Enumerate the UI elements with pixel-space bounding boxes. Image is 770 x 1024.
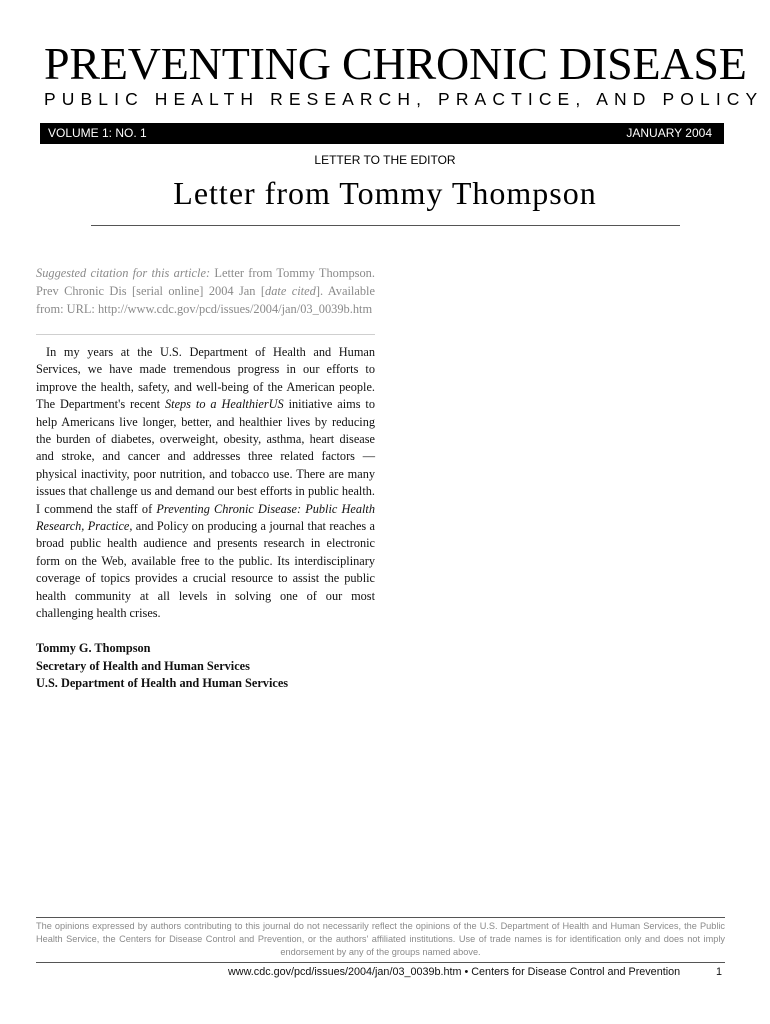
disclaimer-divider — [36, 917, 725, 918]
issue-date: JANUARY 2004 — [626, 126, 712, 140]
letter-text-1: In my years at the U.S. Department of Health and Human Services, we have made tremendous progress in our efforts to improve the health, safety, and well-being of the American people. The Department's recent — [36, 345, 375, 412]
disclaimer: The opinions expressed by authors contributing to this journal do not necessarily reflect the opinions of the U.S. Department of Health and Human Services, the Public Health Service, the Centers for Disease Control and Prevention, or the authors' affiliated institutions. Use of trade names is for identification only and does not imply endorsement by any of the groups named above. — [36, 921, 725, 957]
footer-url[interactable]: www.cdc.gov/pcd/issues/2004/jan/03_0039b.htm • Centers for Disease Control and Prevention — [228, 966, 681, 978]
footer-divider — [36, 962, 725, 963]
signatory-department: U.S. Department of Health and Human Services — [36, 676, 289, 690]
journal-title: PREVENTING CHRONIC DISEASE — [44, 38, 747, 89]
title-divider — [91, 225, 680, 226]
suggested-citation — [36, 264, 375, 318]
letter-text-3: and Policy on producing a journal that reaches a broad public health audience and presents research in electronic form on the Web, available free to the public. Its interdisciplinary coverage of topics provides a crucial resource to assist the public health community at all levels in solving one of our most challenging health crises. — [36, 519, 375, 621]
section-label: LETTER TO THE EDITOR — [314, 153, 456, 167]
letter-text-2: initiative aims to help Americans live longer, better, and healthier lives by reducing the burden of diabetes, overweight, obesity, asthma, heart disease and stroke, and cancer and addresses three related factors — physical inactivity, poor nutrition, and tobacco use. There are many issues that challenge us and demand our best efforts in public health. I commend the staff of — [36, 397, 375, 516]
signatory-title: Secretary of Health and Human Services — [36, 658, 250, 673]
citation-text: Letter from Tommy Thompson. Prev Chronic Dis [serial online] 2004 Jan [ — [36, 266, 375, 298]
page-number: 1 — [715, 966, 722, 978]
letter-initiative-name: Steps to a HealthierUS — [165, 397, 284, 412]
signature-block — [36, 640, 436, 693]
letter-body — [36, 344, 375, 623]
signatory-name: Tommy G. Thompson — [36, 641, 151, 655]
volume-bar — [40, 123, 724, 144]
citation-prefix: Suggested citation for this article: — [36, 266, 211, 280]
citation-url-text[interactable]: ]. Available from: URL: http://www.cdc.gov/pcd/issues/2004/jan/03_0039b.htm — [36, 284, 375, 316]
page-footer — [36, 965, 725, 981]
letter-journal-name: Preventing Chronic Disease: Public Health Research, Practice, — [36, 501, 375, 534]
citation-divider — [36, 334, 375, 335]
volume-number: VOLUME 1: NO. 1 — [48, 126, 147, 140]
journal-subtitle: PUBLIC HEALTH RESEARCH, PRACTICE, AND POLICY — [44, 89, 764, 109]
article-title: Letter from Tommy Thompson — [173, 175, 597, 211]
citation-date-cited: date cited — [265, 284, 316, 298]
